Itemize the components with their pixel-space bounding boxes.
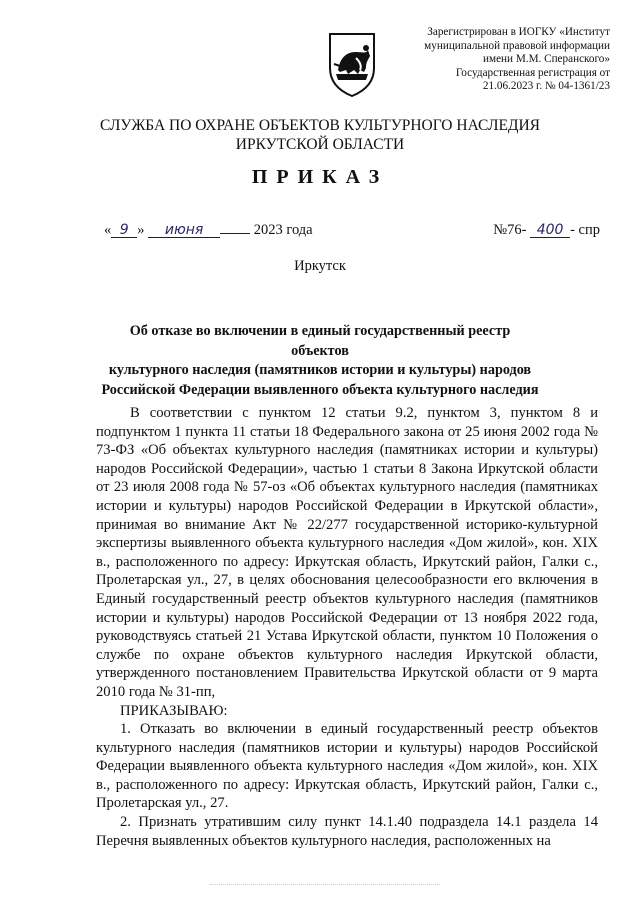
registration-line: муниципальной правовой информации <box>424 39 610 52</box>
date-quote-close: » <box>137 222 145 238</box>
title-line: Российской Федерации выявленного объекта культурного наследия <box>101 381 539 398</box>
page-bottom-artifact <box>210 884 440 891</box>
registration-line: имени М.М. Сперанского» <box>483 53 610 66</box>
preamble-paragraph: В соответствии с пунктом 12 статьи 9.2, пунктом 3, пунктом 8 и подпунктом 1 пункта 11 статьи 18 Федерального закона от 25 июня 2002 года № 73-ФЗ «Об объектах культурного наследия (памятниках истории и культуры) народов Российской Федерации», частью 1 статьи 8 Закона Иркутской области от 23 июля 2008 года № 57-оз «Об объектах культурного наследия (памятниках истории и культуры) народов Российской Федерации в Иркутской области», принимая во внимание Акт № 22/277 государственной историко-культурной экспертизы выявленного объекта культурного наследия «Дом жилой», кон. XIX в., расположенного по адресу: Иркутская область, Иркутский район, Галки с., Пролетарская ул., 27, в целях обоснования целесообразности его включения в Единый государственный реестр объектов культурного наследия (памятников истории и культуры) народов Российской Федерации от 13 ноября 2022 года, руководствуясь статьей 21 Устава Иркутской области, пунктом 10 Положения о службе по охране объектов культурного наследия Иркутской области, утвержденного постановлением Правительства Иркутской области от 9 марта 2010 года № 31-пп, <box>96 405 598 700</box>
authority-line: СЛУЖБА ПО ОХРАНЕ ОБЪЕКТОВ КУЛЬТУРНОГО НАСЛЕДИЯ <box>99 117 541 134</box>
issuing-authority <box>60 116 580 154</box>
document-title <box>100 322 540 400</box>
registration-line: Зарегистрирован в ИОГКУ «Институт <box>427 26 610 38</box>
date-day-handwritten: 9 <box>111 223 137 238</box>
date-quote-open: « <box>104 222 112 238</box>
order-item-1: 1. Отказать во включении в единый государственный реестр объектов культурного наследия (памятников истории и культуры) народов Российской Федерации выявленного объекта культурного наследия «Дом жилой», кон. XIX в., расположенного по адресу: Иркутская область, Иркутский район, Галки с., Пролетарская ул., 27. <box>96 721 598 812</box>
document-city: Иркутск <box>294 258 346 274</box>
document-body <box>96 404 598 850</box>
registration-note <box>360 26 610 94</box>
number-handwritten: 400 <box>530 223 570 238</box>
date-year: 2023 года <box>253 222 313 238</box>
date-underline <box>220 233 250 234</box>
authority-line: ИРКУТСКОЙ ОБЛАСТИ <box>235 136 405 153</box>
registration-line: 21.06.2023 г. № 04-1361/23 <box>482 80 610 93</box>
number-suffix: - спр <box>570 222 600 238</box>
date-month-handwritten: июня <box>148 223 220 238</box>
number-prefix: №76- <box>493 222 527 238</box>
order-item-2: 2. Признать утратившим силу пункт 14.1.40 подраздела 14.1 раздела 14 Перечня выявленных объектов культурного наследия, расположенных на <box>96 814 598 849</box>
decree-word: ПРИКАЗЫВАЮ: <box>120 702 228 719</box>
document-number <box>493 222 600 239</box>
registration-line: Государственная регистрация от <box>455 66 610 79</box>
title-line: Об отказе во включении в единый государственный реестр объектов <box>129 323 511 359</box>
document-date <box>104 222 313 239</box>
title-line: культурного наследия (памятников истории и культуры) народов <box>108 362 532 378</box>
document-type-heading: ПРИКАЗ <box>251 166 389 188</box>
